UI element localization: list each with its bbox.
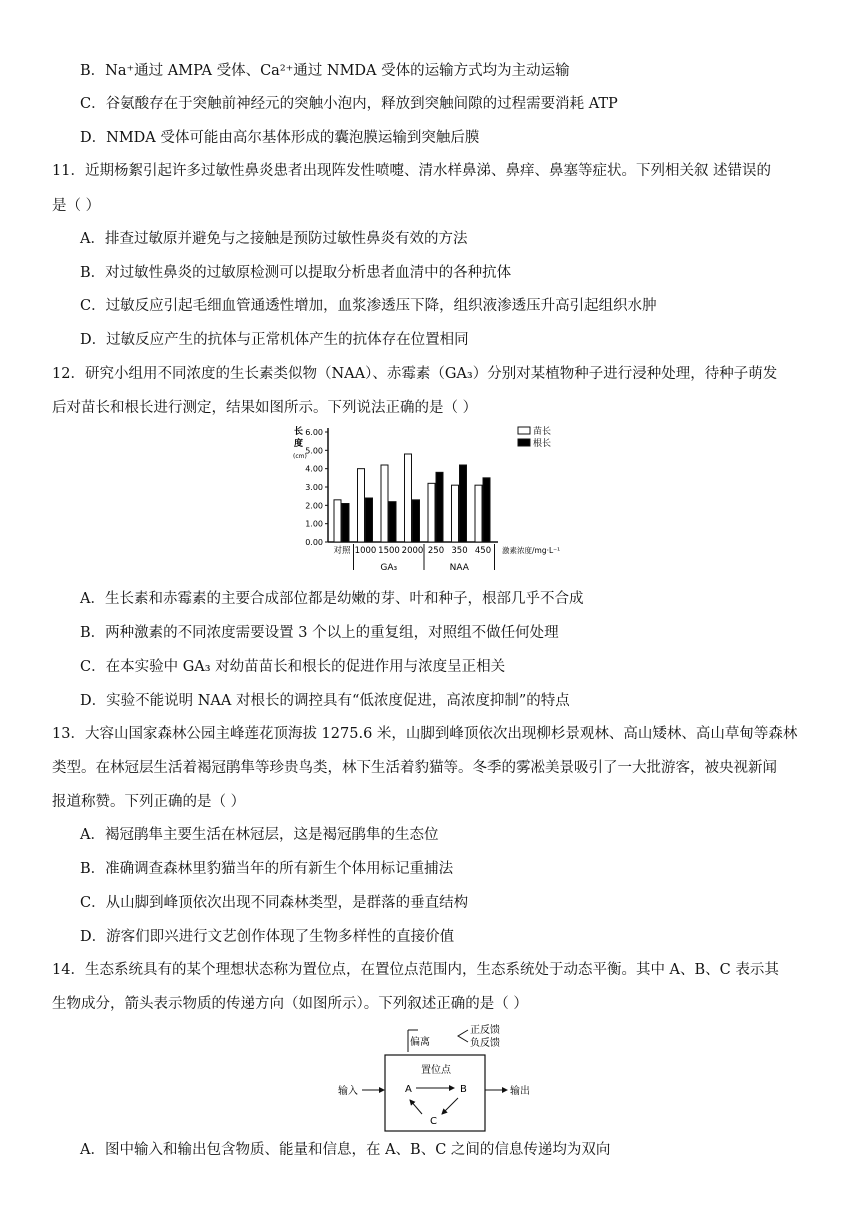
question-line: 生物成分，箭头表示物质的传递方向（如图所示）。下列叙述正确的是（ ） — [52, 996, 528, 1012]
bar — [475, 485, 482, 542]
x-axis-label: 激素浓度/mg·L⁻¹ — [502, 546, 561, 555]
x-tick-label: 450 — [474, 546, 492, 556]
legend-swatch — [518, 427, 530, 434]
x-tick-label: 2000 — [401, 546, 424, 556]
option-line: B．两种激素的不同浓度需要设置 3 个以上的重复组，对照组不做任何处理 — [80, 625, 559, 641]
node-a: A — [405, 1084, 412, 1095]
setpoint-label: 置位点 — [421, 1065, 451, 1076]
bar — [381, 465, 388, 542]
option-line: D．游客们即兴进行文艺创作体现了生物多样性的直接价值 — [80, 929, 455, 945]
option-line: A．生长素和赤霉素的主要合成部位都是幼嫩的芽、叶和种子，根部几乎不合成 — [80, 591, 584, 607]
bar — [334, 500, 341, 542]
y-tick-label: 6.00 — [305, 428, 323, 437]
feedback-bracket — [458, 1030, 468, 1042]
bar — [436, 472, 443, 542]
group-label: NAA — [449, 563, 469, 573]
bar — [358, 469, 365, 542]
legend-label: 苗长 — [533, 427, 552, 437]
option-line: C．在本实验中 GA₃ 对幼苗苗长和根长的促进作用与浓度呈正相关 — [80, 659, 506, 675]
y-axis-label-char: 长 — [294, 427, 304, 437]
question-line: 13．大容山国家森林公园主峰莲花顶海拔 1275.6 米，山脚到峰顶依次出现柳杉景观林、高山矮林、高山草甸等森林 — [52, 726, 798, 742]
question-line: 类型。在林冠层生活着褐冠鹃隼等珍贵鸟类，林下生活着豹猫等。冬季的雾凇美景吸引了一大批游客，被央视新闻 — [52, 760, 777, 776]
option-line: D．NMDA 受体可能由高尔基体形成的囊泡膜运输到突触后膜 — [80, 130, 480, 146]
option-line: C．过敏反应引起毛细血管通透性增加，血浆渗透压下降，组织液渗透压升高引起组织水肿 — [80, 298, 657, 314]
option-line: C．从山脚到峰顶依次出现不同森林类型，是群落的垂直结构 — [80, 895, 469, 911]
option-line: A．图中输入和输出包含物质、能量和信息，在 A、B、C 之间的信息传递均为双向 — [80, 1142, 611, 1158]
x-tick-label: 350 — [451, 546, 468, 556]
y-tick-label: 0.00 — [305, 538, 323, 547]
positive-feedback-label: 正反馈 — [470, 1025, 500, 1036]
bar — [366, 498, 373, 542]
option-line: A．褐冠鹃隼主要生活在林冠层，这是褐冠鹃隼的生态位 — [80, 827, 439, 843]
group-label: GA₃ — [380, 563, 398, 573]
option-line: B．Na⁺通过 AMPA 受体、Ca²⁺通过 NMDA 受体的运输方式均为主动运输 — [80, 63, 570, 79]
question-line: 是（ ） — [52, 198, 101, 214]
y-tick-label: 4.00 — [305, 464, 323, 474]
bar — [452, 485, 459, 542]
bar — [405, 454, 412, 542]
option-line: D．实验不能说明 NAA 对根长的调控具有“低浓度促进，高浓度抑制”的特点 — [80, 693, 570, 709]
option-line: A．排查过敏原并避免与之接触是预防过敏性鼻炎有效的方法 — [80, 231, 468, 247]
y-tick-label: 1.00 — [305, 519, 323, 529]
option-line: D．过敏反应产生的抗体与正常机体产生的抗体存在位置相同 — [80, 332, 469, 348]
x-tick-label: 250 — [427, 546, 445, 556]
x-tick-label: 1500 — [378, 546, 400, 556]
deviation-label: 偏离 — [410, 1037, 430, 1048]
node-b: B — [460, 1084, 467, 1095]
bar — [460, 465, 467, 542]
question-line: 14．生态系统具有的某个理想状态称为置位点，在置位点范围内，生态系统处于动态平衡。其中 A、B、C 表示其 — [52, 962, 779, 978]
question-line: 12．研究小组用不同浓度的生长素类似物（NAA）、赤霉素（GA₃）分别对某植物种子进行浸种处理，待种子萌发 — [52, 366, 778, 382]
y-tick-label: 3.00 — [305, 483, 323, 492]
bar — [389, 502, 396, 542]
input-label: 输入 — [338, 1086, 358, 1097]
negative-feedback-label: 负反馈 — [470, 1038, 500, 1049]
legend-swatch — [518, 439, 530, 446]
y-axis-unit: (cm) — [293, 453, 307, 460]
option-line: C．谷氨酸存在于突触前神经元的突触小泡内，释放到突触间隙的过程需要消耗 ATP — [80, 96, 618, 112]
option-line: B．对过敏性鼻炎的过敏原检测可以提取分析患者血清中的各种抗体 — [80, 265, 512, 281]
node-c: C — [430, 1116, 437, 1127]
option-line: B．准确调查森林里豹猫当年的所有新生个体用标记重捕法 — [80, 861, 454, 877]
bar — [342, 504, 349, 543]
legend-label: 根长 — [533, 439, 552, 449]
setpoint-diagram — [330, 1020, 540, 1135]
x-tick-label: 对照 — [333, 546, 351, 556]
output-label: 输出 — [510, 1086, 530, 1097]
bar — [413, 500, 420, 542]
question-line: 11．近期杨絮引起许多过敏性鼻炎患者出现阵发性喷嚏、清水样鼻涕、鼻痒、鼻塞等症状。下列相关叙 述错误的 — [52, 163, 772, 179]
y-tick-label: 2.00 — [305, 501, 323, 511]
question-line: 后对苗长和根长进行测定，结果如图所示。下列说法正确的是（ ） — [52, 400, 478, 416]
question-line: 报道称赞。下列正确的是（ ） — [52, 794, 246, 810]
y-axis-label-char: 度 — [294, 439, 304, 449]
bar — [428, 483, 435, 542]
x-tick-label: 1000 — [354, 546, 377, 556]
y-tick-label: 5.00 — [305, 446, 323, 456]
bar-chart — [280, 420, 580, 580]
bar — [483, 478, 490, 542]
